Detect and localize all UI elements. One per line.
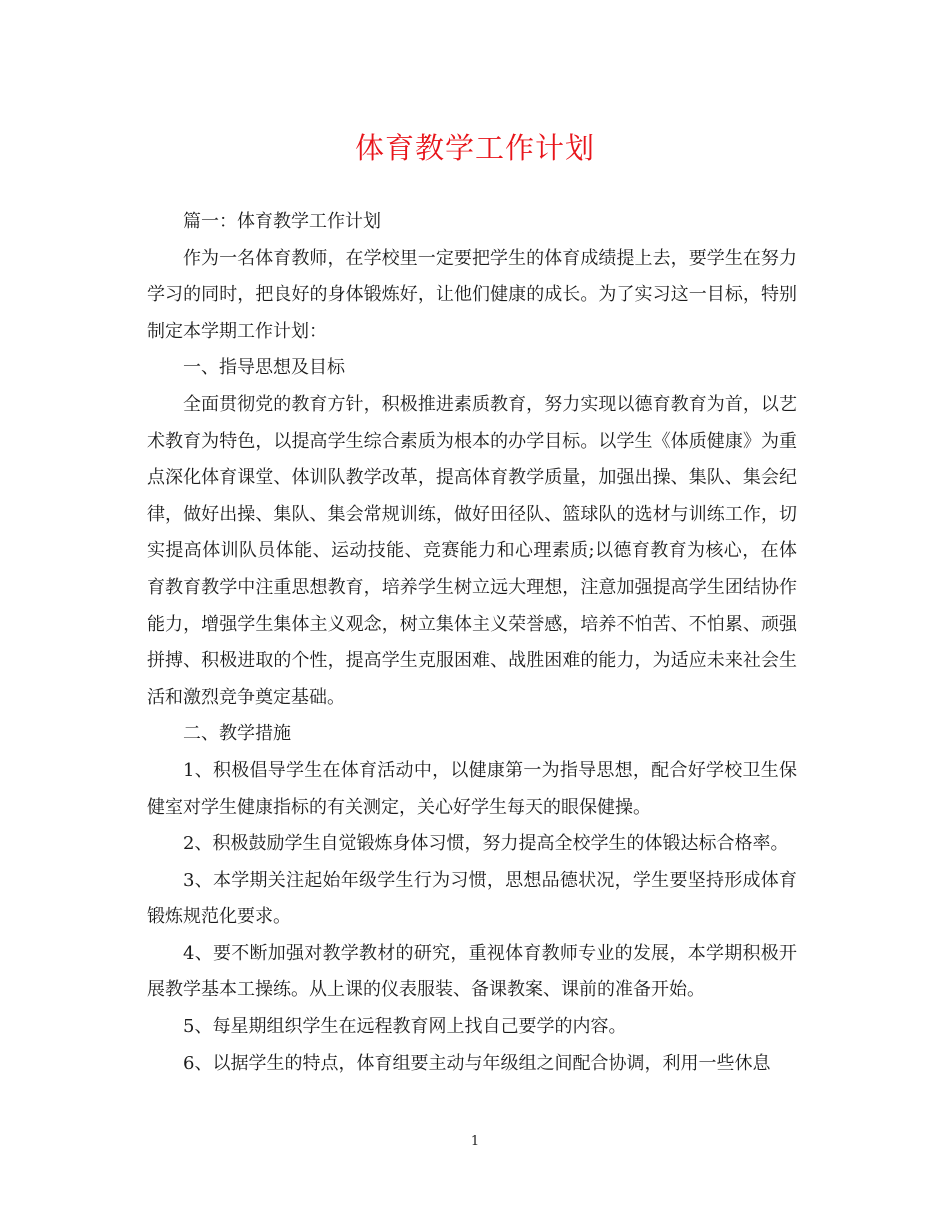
measure-item-2: 2、积极鼓励学生自觉锻炼身体习惯，努力提高全校学生的体锻达标合格率。 <box>183 833 789 855</box>
measure-item-4: 4、要不断加强对教学教材的研究，重视体育教师专业的发展，本学期积极开展教学基本工操练。从上课的仪表服装、备课教案、课前的准备开始。 <box>147 942 797 1001</box>
measure-item-5: 5、每星期组织学生在远程教育网上找自己要学的内容。 <box>183 1016 627 1038</box>
guiding-ideas-paragraph: 全面贯彻党的教育方针，积极推进素质教育，努力实现以德育教育为首，以艺术教育为特色，以提高学生综合素质为根本的办学目标。以学生《体质健康》为重点深化体育课堂、体训队教学改革，提高体育教学质量，加强出操、集队、集会纪律，做好出操、集队、集会常规训练，做好田径队、篮球队的选材与训练工作，切实提高体训队员体能、运动技能、竞赛能力和心理素质;以德育教育为核心，在体育教育教学中注重思想教育，培养学生树立远大理想，注意加强提高学生团结协作能力，增强学生集体主义观念，树立集体主义荣誉感，培养不怕苦、不怕累、顽强拼搏、积极进取的个性，提高学生克服困难、战胜困难的能力，为适应未来社会生活和激烈竞争奠定基础。 <box>147 393 797 708</box>
document-body <box>147 204 797 1082</box>
section-heading-guiding-ideas: 一、指导思想及目标 <box>183 357 345 379</box>
page-number: 1 <box>470 1134 480 1149</box>
measure-item-3: 3、本学期关注起始年级学生行为习惯，思想品德状况，学生要坚持形成体育锻炼规范化要求。 <box>147 869 797 928</box>
measure-item-1: 1、积极倡导学生在体育活动中，以健康第一为指导思想，配合好学校卫生保健室对学生健康指标的有关测定，关心好学生每天的眼保健操。 <box>147 759 797 818</box>
section-heading-part-one: 篇一：体育教学工作计划 <box>183 211 381 232</box>
measure-item-6: 6、以据学生的特点，体育组要主动与年级组之间配合协调，利用一些休息 <box>183 1052 771 1074</box>
section-heading-teaching-measures: 二、教学措施 <box>183 723 291 745</box>
intro-paragraph: 作为一名体育教师，在学校里一定要把学生的体育成绩提上去，要学生在努力学习的同时，把良好的身体锻炼好，让他们健康的成长。为了实习这一目标，特别制定本学期工作计划： <box>147 247 797 342</box>
document-title: 体育教学工作计划 <box>354 131 595 165</box>
